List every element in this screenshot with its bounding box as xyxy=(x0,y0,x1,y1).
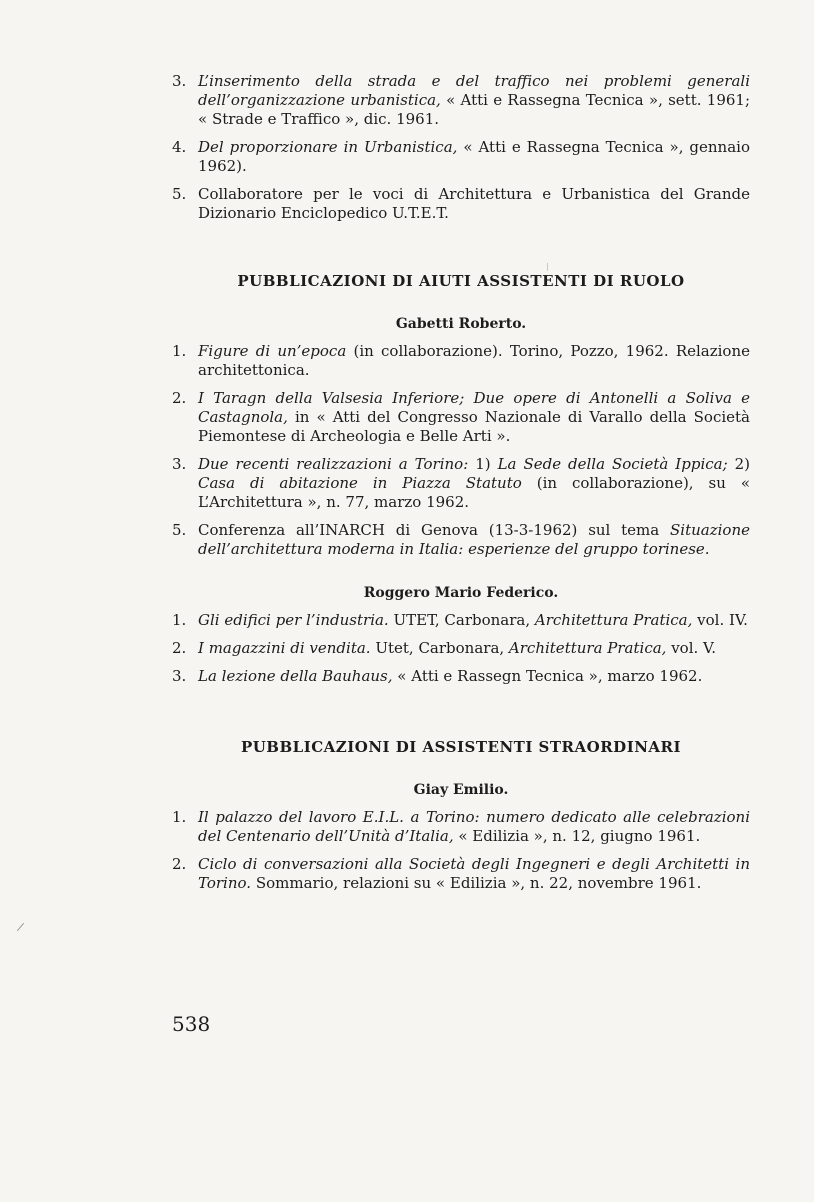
list-item xyxy=(172,611,750,630)
text-run: I Taragn della Valsesia Inferiore; Due opere di Antonelli a Soliva e Castagnola, xyxy=(198,389,750,426)
text-run: vol. V. xyxy=(666,639,717,657)
list-item xyxy=(172,72,750,129)
text-run: « Atti e Rassegna Tecnica », gennaio 1962). xyxy=(198,138,750,175)
entry-text xyxy=(198,72,750,129)
text-run: « Edilizia », n. 12, giugno 1961. xyxy=(453,827,701,845)
content-column xyxy=(172,72,750,902)
list-item xyxy=(172,389,750,446)
entry-number: 1. xyxy=(172,611,187,629)
entry-text xyxy=(198,667,750,686)
text-run: La Sede della Società Ippica; xyxy=(497,455,728,473)
entry-text xyxy=(198,185,750,223)
entry-text xyxy=(198,455,750,512)
entry-number: 1. xyxy=(172,808,187,826)
list-item xyxy=(172,808,750,846)
scan-edge-mark xyxy=(17,923,24,931)
text-run: Utet, Carbonara, xyxy=(370,639,509,657)
section-title-aiuti-assistenti: PUBBLICAZIONI DI AIUTI ASSISTENTI DI RUOLO xyxy=(237,272,685,290)
entry-number: 5. xyxy=(172,521,187,539)
text-run: (in collaborazione), su « L’Architettura », n. 77, marzo 1962. xyxy=(198,474,750,511)
text-run: UTET, Carbonara, xyxy=(388,611,535,629)
text-run: (in collaborazione). Torino, Pozzo, 1962. Relazione architettonica. xyxy=(198,342,750,379)
entry-number: 2. xyxy=(172,639,187,657)
author-name-roggero: Roggero Mario Federico. xyxy=(363,585,559,601)
entry-text xyxy=(198,808,750,846)
text-run: Gli edifici per l’industria. xyxy=(198,611,389,629)
entry-text xyxy=(198,138,750,176)
text-run: Architettura Pratica, xyxy=(534,611,693,629)
text-run: Collaboratore per le voci di Architettura e Urbanistica del Grande Dizionario Enciclopedico U.T.E.T. xyxy=(198,185,750,222)
text-run: I magazzini di vendita. xyxy=(198,639,371,657)
text-run: Figure di un’epoca xyxy=(198,342,347,360)
list-item xyxy=(172,342,750,380)
text-run: Il palazzo del lavoro E.I.L. a Torino: numero dedicato alle celebrazioni del Centenario dell’Unità d’Italia, xyxy=(198,808,750,845)
list-item xyxy=(172,185,750,223)
entry-text xyxy=(198,342,750,380)
text-run: Architettura Pratica, xyxy=(508,639,667,657)
entry-number: 1. xyxy=(172,342,187,360)
entry-number: 2. xyxy=(172,389,187,407)
list-item xyxy=(172,455,750,512)
roggero-entries-list xyxy=(172,611,750,686)
text-run: Del proporzionare in Urbanistica, xyxy=(198,138,458,156)
list-item xyxy=(172,639,750,658)
text-run: Situazione dell’architettura moderna in Italia: esperienze del gruppo torinese. xyxy=(198,521,750,558)
text-run: Due recenti realizzazioni a Torino: xyxy=(198,455,469,473)
entry-text xyxy=(198,389,750,446)
list-item xyxy=(172,667,750,686)
text-run: 1) xyxy=(468,455,498,473)
list-item xyxy=(172,855,750,893)
list-item xyxy=(172,521,750,559)
text-run: Ciclo di conversazioni alla Società degli Ingegneri e degli Architetti in Torino. xyxy=(198,855,750,892)
text-run: « Atti e Rassegna Tecnica », sett. 1961; « Strade e Traffico », dic. 1961. xyxy=(198,91,750,128)
entry-number: 3. xyxy=(172,72,187,90)
top-entries-list xyxy=(172,72,750,223)
text-run: 2) xyxy=(727,455,750,473)
entry-number: 2. xyxy=(172,855,187,873)
entry-number: 3. xyxy=(172,667,187,685)
text-run: Casa di abitazione in Piazza Statuto xyxy=(198,474,522,492)
gabetti-entries-list xyxy=(172,342,750,559)
entry-text xyxy=(198,855,750,893)
author-name-giay: Giay Emilio. xyxy=(413,782,509,798)
section-title-assistenti-straordinari: PUBBLICAZIONI DI ASSISTENTI STRAORDINARI xyxy=(240,738,682,756)
entry-text xyxy=(198,639,750,658)
list-item xyxy=(172,138,750,176)
entry-number: 4. xyxy=(172,138,187,156)
text-run: La lezione della Bauhaus, xyxy=(198,667,393,685)
text-run: L’inserimento della strada e del traffico nei problemi generali dell’organizzazione urbanistica, xyxy=(198,72,750,109)
text-run: vol. IV. xyxy=(692,611,748,629)
giay-entries-list xyxy=(172,808,750,893)
author-name-gabetti: Gabetti Roberto. xyxy=(395,316,527,332)
page-number: 538 xyxy=(172,1012,211,1036)
text-run: Conferenza all’INARCH di Genova (13-3-1962) sul tema xyxy=(198,521,671,539)
entry-text xyxy=(198,521,750,559)
entry-number: 5. xyxy=(172,185,187,203)
text-run: « Atti e Rassegn Tecnica », marzo 1962. xyxy=(392,667,703,685)
text-run: Sommario, relazioni su « Edilizia », n. 22, novembre 1961. xyxy=(251,874,702,892)
text-run: in « Atti del Congresso Nazionale di Varallo della Società Piemontese di Archeologia e Belle Arti ». xyxy=(198,408,750,445)
entry-text xyxy=(198,611,750,630)
entry-number: 3. xyxy=(172,455,187,473)
